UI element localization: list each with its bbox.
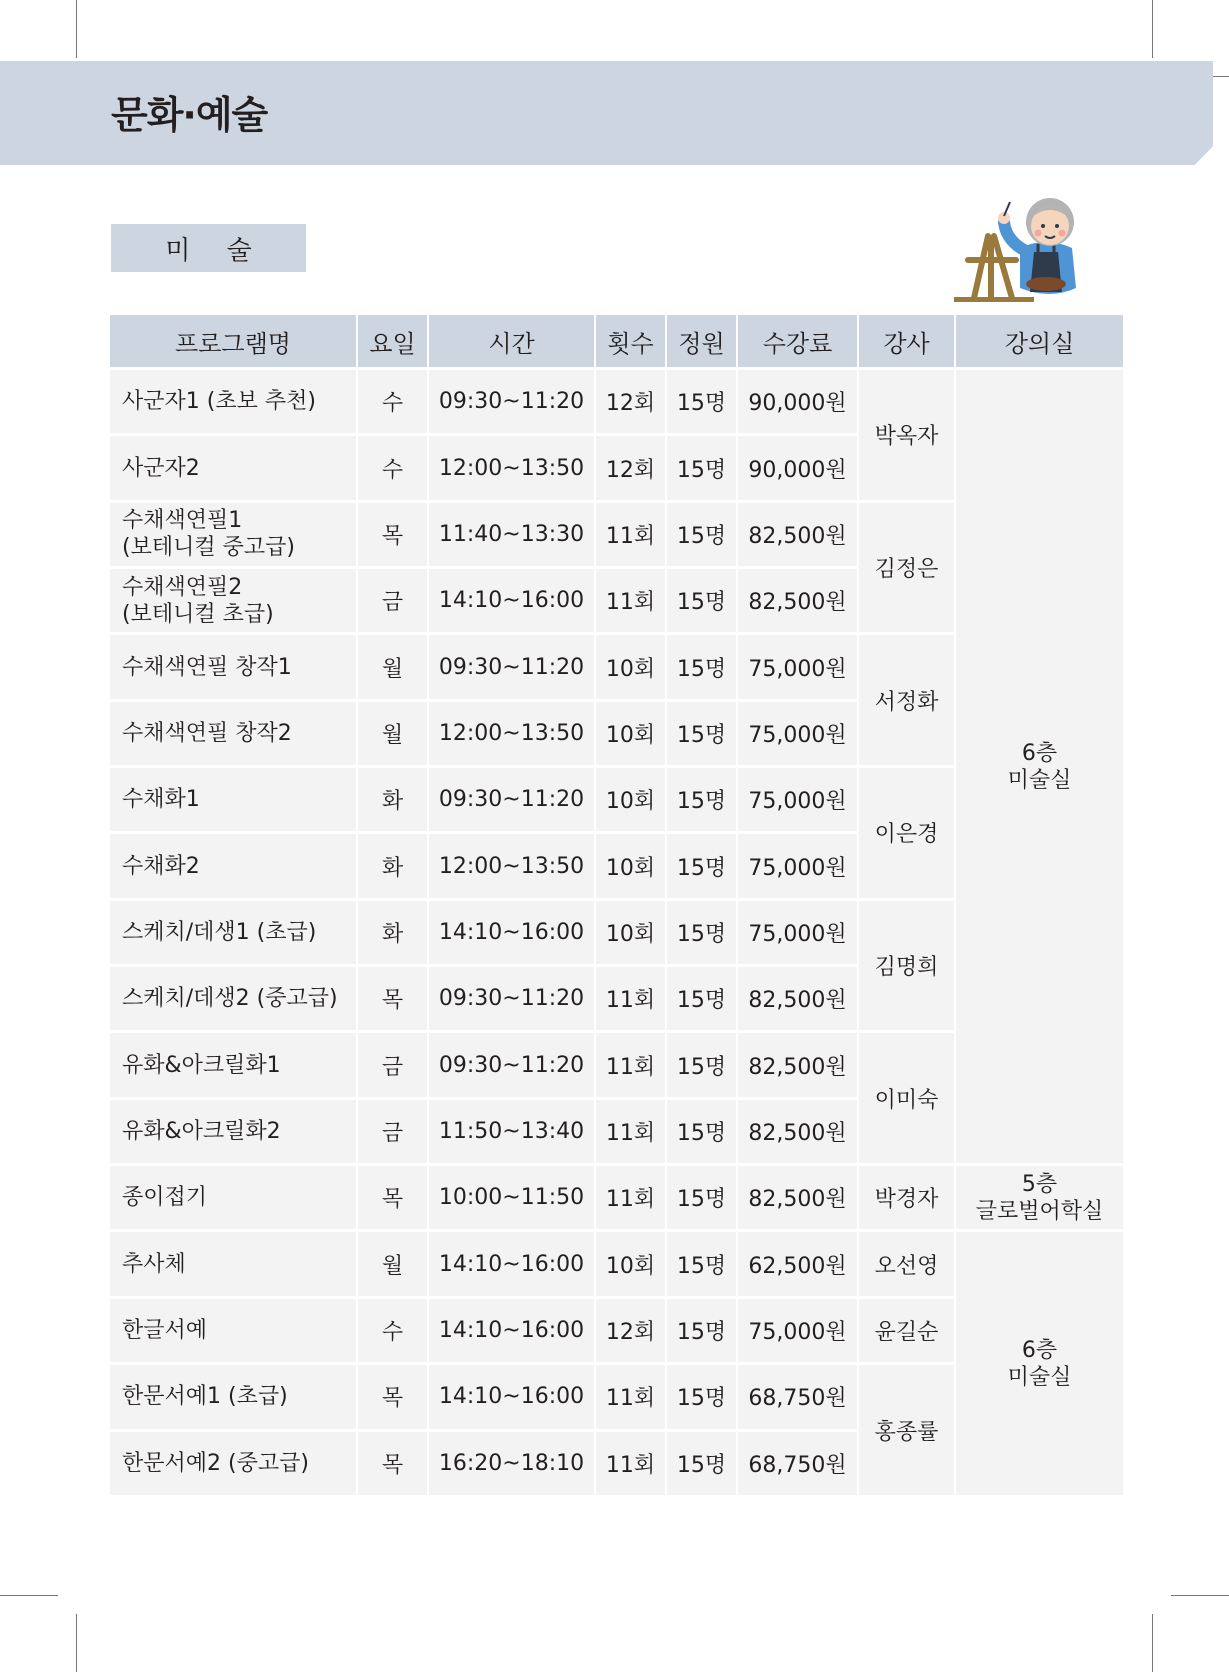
program-name-cell: 스케치/데생1 (초급) xyxy=(110,901,356,964)
sessions-cell: 12회 xyxy=(596,1299,665,1362)
time-cell: 11:50~13:40 xyxy=(429,1100,594,1163)
fee-cell: 75,000원 xyxy=(738,768,857,831)
instructor-cell: 이미숙 xyxy=(859,1033,954,1163)
sessions-cell: 12회 xyxy=(596,436,665,499)
sessions-cell: 12회 xyxy=(596,370,665,433)
program-name-cell: 수채색연필1 (보테니컬 중고급) xyxy=(110,503,356,566)
fee-cell: 68,750원 xyxy=(738,1365,857,1428)
program-name-cell: 수채색연필 창작1 xyxy=(110,635,356,698)
time-cell: 12:00~13:50 xyxy=(429,702,594,765)
sessions-cell: 11회 xyxy=(596,503,665,566)
instructor-cell: 홍종률 xyxy=(859,1365,954,1495)
capacity-cell: 15명 xyxy=(667,1232,736,1295)
time-cell: 12:00~13:50 xyxy=(429,834,594,897)
time-cell: 14:10~16:00 xyxy=(429,1232,594,1295)
day-cell: 목 xyxy=(358,1365,427,1428)
day-cell: 목 xyxy=(358,967,427,1030)
column-header-sessions: 횟수 xyxy=(596,315,665,367)
column-header-fee: 수강료 xyxy=(738,315,857,367)
fee-cell: 90,000원 xyxy=(738,370,857,433)
time-cell: 09:30~11:20 xyxy=(429,635,594,698)
capacity-cell: 15명 xyxy=(667,370,736,433)
table-header-row xyxy=(110,315,1123,367)
capacity-cell: 15명 xyxy=(667,1100,736,1163)
time-cell: 11:40~13:30 xyxy=(429,503,594,566)
elderly-painter-illustration xyxy=(954,188,1100,304)
program-name-cell: 한문서예1 (초급) xyxy=(110,1365,356,1428)
sessions-cell: 11회 xyxy=(596,569,665,632)
program-name-cell: 종이접기 xyxy=(110,1166,356,1229)
instructor-cell: 김정은 xyxy=(859,503,954,633)
page-title: 문화·예술 xyxy=(111,93,268,137)
day-cell: 금 xyxy=(358,569,427,632)
capacity-cell: 15명 xyxy=(667,901,736,964)
table-body xyxy=(110,370,1123,1495)
day-cell: 화 xyxy=(358,901,427,964)
sessions-cell: 11회 xyxy=(596,1432,665,1496)
schedule-table xyxy=(108,312,1125,1498)
day-cell: 목 xyxy=(358,1432,427,1496)
capacity-cell: 15명 xyxy=(667,1033,736,1096)
day-cell: 화 xyxy=(358,768,427,831)
program-name-cell: 수채화2 xyxy=(110,834,356,897)
program-name-cell: 수채색연필2 (보테니컬 초급) xyxy=(110,569,356,632)
fee-cell: 82,500원 xyxy=(738,967,857,1030)
crop-mark xyxy=(1152,0,1153,58)
capacity-cell: 15명 xyxy=(667,503,736,566)
time-cell: 14:10~16:00 xyxy=(429,1365,594,1428)
fee-cell: 68,750원 xyxy=(738,1432,857,1496)
fee-cell: 90,000원 xyxy=(738,436,857,499)
time-cell: 09:30~11:20 xyxy=(429,1033,594,1096)
sessions-cell: 10회 xyxy=(596,702,665,765)
sessions-cell: 10회 xyxy=(596,1232,665,1295)
table-row xyxy=(110,370,1123,433)
fee-cell: 75,000원 xyxy=(738,635,857,698)
program-name-cell: 한문서예2 (중고급) xyxy=(110,1432,356,1496)
capacity-cell: 15명 xyxy=(667,635,736,698)
program-name-cell: 수채화1 xyxy=(110,768,356,831)
crop-mark xyxy=(76,1614,77,1672)
time-cell: 09:30~11:20 xyxy=(429,768,594,831)
program-name-cell: 사군자2 xyxy=(110,436,356,499)
capacity-cell: 15명 xyxy=(667,1166,736,1229)
instructor-cell: 서정화 xyxy=(859,635,954,765)
time-cell: 16:20~18:10 xyxy=(429,1432,594,1496)
fee-cell: 82,500원 xyxy=(738,503,857,566)
time-cell: 12:00~13:50 xyxy=(429,436,594,499)
time-cell: 09:30~11:20 xyxy=(429,370,594,433)
program-name-cell: 수채색연필 창작2 xyxy=(110,702,356,765)
day-cell: 화 xyxy=(358,834,427,897)
day-cell: 금 xyxy=(358,1033,427,1096)
fee-cell: 82,500원 xyxy=(738,1033,857,1096)
room-cell: 6층 미술실 xyxy=(956,370,1123,1163)
instructor-cell: 이은경 xyxy=(859,768,954,898)
crop-mark xyxy=(0,1595,58,1596)
room-cell: 5층 글로벌어학실 xyxy=(956,1166,1123,1229)
capacity-cell: 15명 xyxy=(667,436,736,499)
sessions-cell: 11회 xyxy=(596,1033,665,1096)
sessions-cell: 10회 xyxy=(596,901,665,964)
day-cell: 월 xyxy=(358,635,427,698)
fee-cell: 82,500원 xyxy=(738,1166,857,1229)
program-name-cell: 한글서예 xyxy=(110,1299,356,1362)
time-cell: 10:00~11:50 xyxy=(429,1166,594,1229)
instructor-cell: 박경자 xyxy=(859,1166,954,1229)
program-name-cell: 사군자1 (초보 추천) xyxy=(110,370,356,433)
subject-label: 미 술 xyxy=(111,224,306,272)
day-cell: 수 xyxy=(358,436,427,499)
fee-cell: 82,500원 xyxy=(738,569,857,632)
sessions-cell: 10회 xyxy=(596,768,665,831)
day-cell: 월 xyxy=(358,1232,427,1295)
day-cell: 목 xyxy=(358,503,427,566)
instructor-cell: 오선영 xyxy=(859,1232,954,1295)
day-cell: 금 xyxy=(358,1100,427,1163)
day-cell: 월 xyxy=(358,702,427,765)
time-cell: 09:30~11:20 xyxy=(429,967,594,1030)
sessions-cell: 10회 xyxy=(596,834,665,897)
fee-cell: 75,000원 xyxy=(738,901,857,964)
sessions-cell: 11회 xyxy=(596,1365,665,1428)
instructor-cell: 김명희 xyxy=(859,901,954,1031)
table-row xyxy=(110,1232,1123,1295)
sessions-cell: 11회 xyxy=(596,967,665,1030)
table-row xyxy=(110,1166,1123,1229)
column-header-instructor: 강사 xyxy=(859,315,954,367)
column-header-room: 강의실 xyxy=(956,315,1123,367)
capacity-cell: 15명 xyxy=(667,702,736,765)
program-name-cell: 유화&아크릴화2 xyxy=(110,1100,356,1163)
time-cell: 14:10~16:00 xyxy=(429,1299,594,1362)
program-name-cell: 스케치/데생2 (중고급) xyxy=(110,967,356,1030)
instructor-cell: 박옥자 xyxy=(859,370,954,500)
crop-mark xyxy=(76,0,77,58)
sessions-cell: 10회 xyxy=(596,635,665,698)
fee-cell: 75,000원 xyxy=(738,1299,857,1362)
day-cell: 수 xyxy=(358,1299,427,1362)
column-header-time: 시간 xyxy=(429,315,594,367)
sessions-cell: 11회 xyxy=(596,1166,665,1229)
sessions-cell: 11회 xyxy=(596,1100,665,1163)
capacity-cell: 15명 xyxy=(667,834,736,897)
crop-mark xyxy=(1171,1595,1229,1596)
day-cell: 수 xyxy=(358,370,427,433)
time-cell: 14:10~16:00 xyxy=(429,901,594,964)
program-name-cell: 추사체 xyxy=(110,1232,356,1295)
crop-mark xyxy=(1152,1614,1153,1672)
capacity-cell: 15명 xyxy=(667,1432,736,1496)
time-cell: 14:10~16:00 xyxy=(429,569,594,632)
capacity-cell: 15명 xyxy=(667,1365,736,1428)
fee-cell: 75,000원 xyxy=(738,834,857,897)
capacity-cell: 15명 xyxy=(667,1299,736,1362)
fee-cell: 62,500원 xyxy=(738,1232,857,1295)
capacity-cell: 15명 xyxy=(667,569,736,632)
room-cell: 6층 미술실 xyxy=(956,1232,1123,1495)
program-name-cell: 유화&아크릴화1 xyxy=(110,1033,356,1096)
column-header-day: 요일 xyxy=(358,315,427,367)
instructor-cell: 윤길순 xyxy=(859,1299,954,1362)
capacity-cell: 15명 xyxy=(667,967,736,1030)
column-header-program: 프로그램명 xyxy=(110,315,356,367)
capacity-cell: 15명 xyxy=(667,768,736,831)
fee-cell: 75,000원 xyxy=(738,702,857,765)
fee-cell: 82,500원 xyxy=(738,1100,857,1163)
column-header-capacity: 정원 xyxy=(667,315,736,367)
day-cell: 목 xyxy=(358,1166,427,1229)
